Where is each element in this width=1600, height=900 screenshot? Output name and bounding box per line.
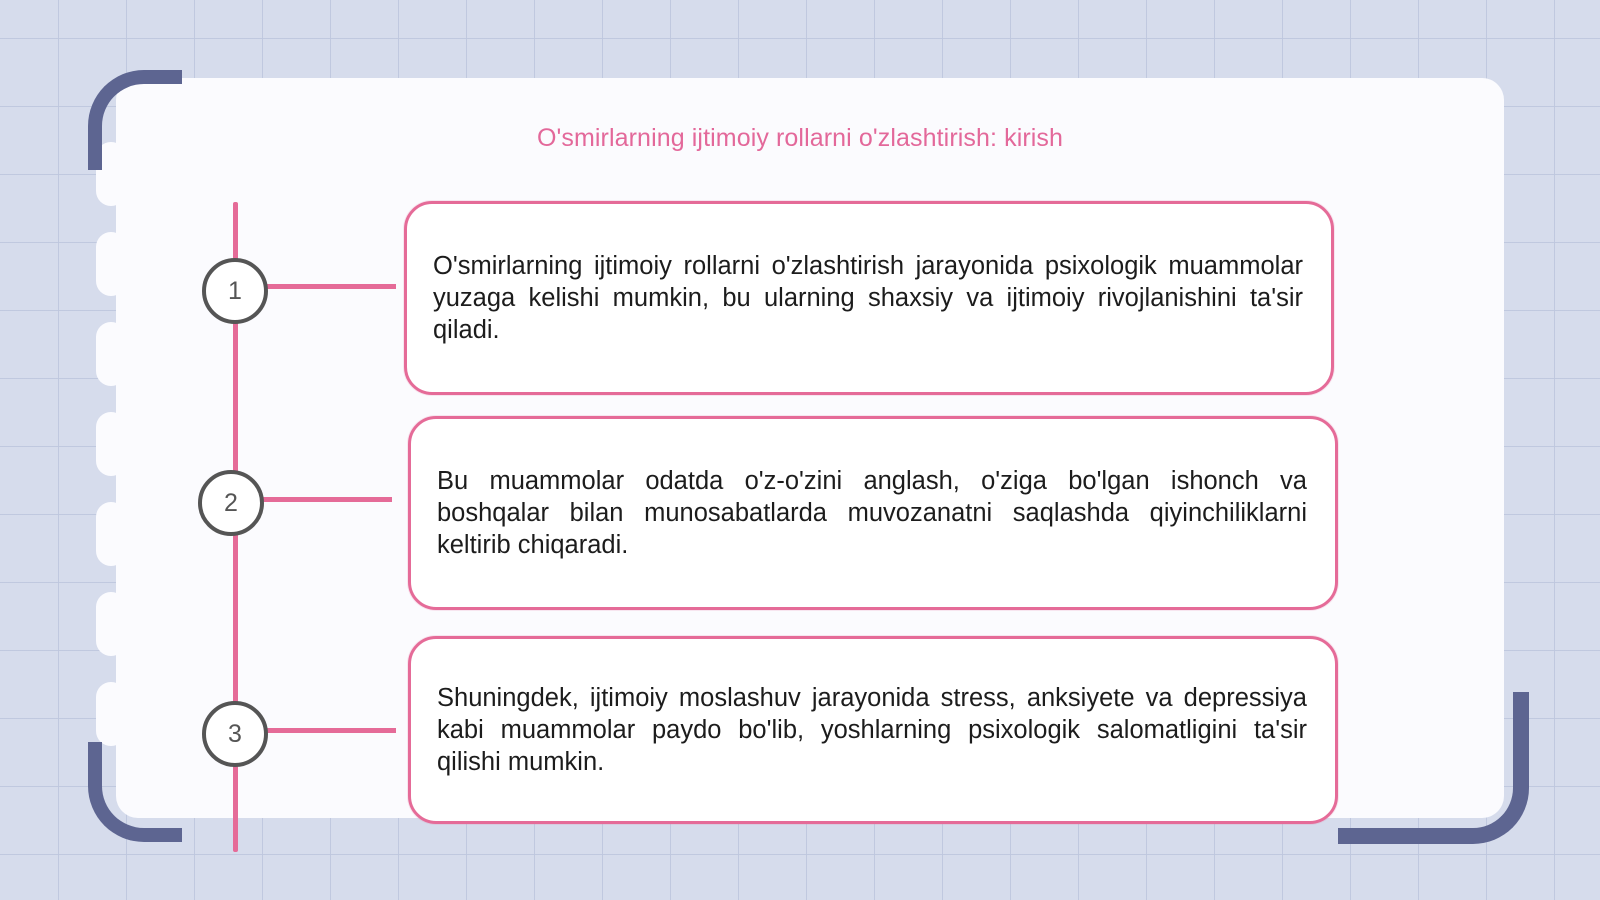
step-number-1: 1 xyxy=(202,258,268,324)
corner-bracket-top-left xyxy=(88,70,182,170)
card-notch xyxy=(96,592,126,656)
timeline-connector xyxy=(258,497,392,502)
content-box-2 xyxy=(408,416,1338,610)
content-text-1: O'smirlarning ijtimoiy rollarni o'zlashtirish jarayonida psixologik muammolar yuzaga kelishi mumkin, bu ularning shaxsiy va ijtimoiy rivojlanishini ta'sir qiladi. xyxy=(433,252,1303,344)
content-box-3 xyxy=(408,636,1338,824)
card-notch xyxy=(96,502,126,566)
slide-title: O'smirlarning ijtimoiy rollarni o'zlashtirish: kirish xyxy=(536,124,1064,152)
timeline-connector xyxy=(262,284,396,289)
corner-bracket-bottom-right xyxy=(1338,692,1529,844)
card-notch xyxy=(96,412,126,476)
content-text-2: Bu muammolar odatda o'z-o'zini anglash, o'ziga bo'lgan ishonch va boshqalar bilan munosabatlarda muvozanatni saqlashda qiyinchiliklarni keltirib chiqaradi. xyxy=(437,467,1307,559)
card-notch xyxy=(96,682,126,746)
step-number-3: 3 xyxy=(202,701,268,767)
step-number-2: 2 xyxy=(198,470,264,536)
timeline-connector xyxy=(262,728,396,733)
corner-bracket-bottom-left xyxy=(88,742,182,842)
card-notch xyxy=(96,322,126,386)
content-box-1 xyxy=(404,201,1334,395)
content-text-3: Shuningdek, ijtimoiy moslashuv jarayonida stress, anksiyete va depressiya kabi muammolar paydo bo'lib, yoshlarning psixologik salomatligini ta'sir qilishi mumkin. xyxy=(437,684,1307,776)
card-notch xyxy=(96,232,126,296)
